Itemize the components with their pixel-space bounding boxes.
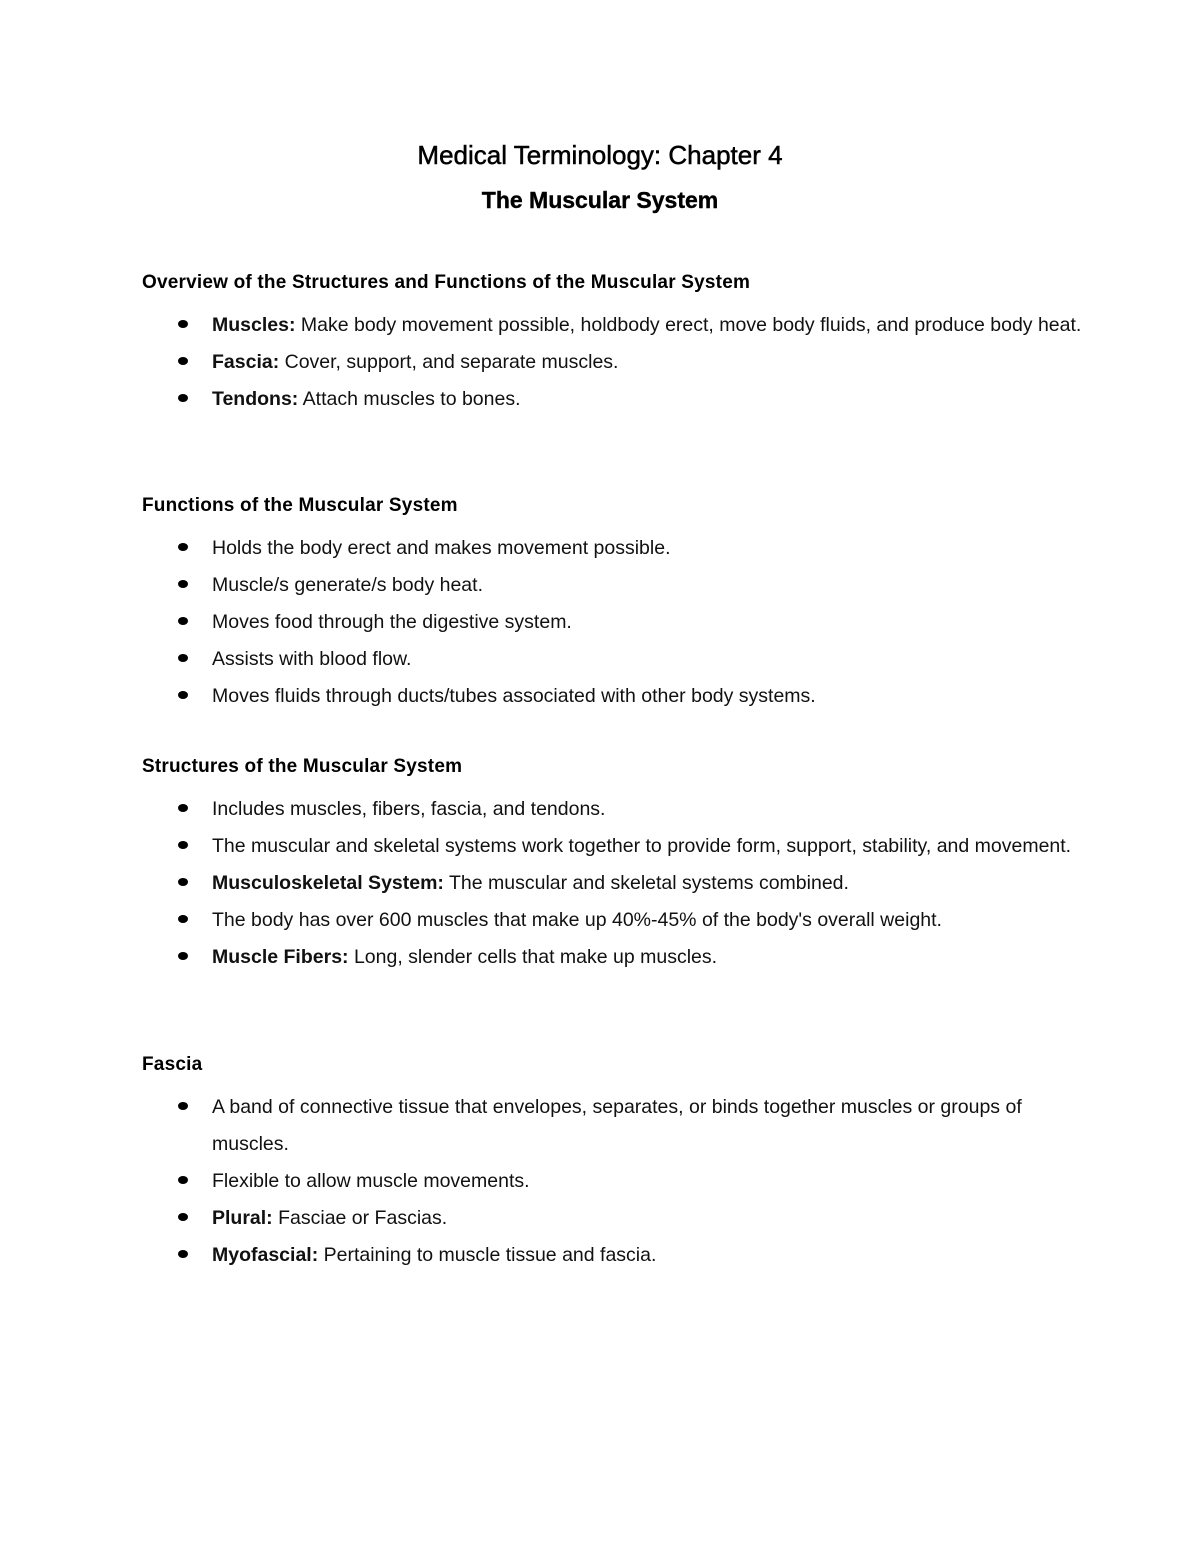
- bullet-icon: [178, 357, 188, 365]
- bullet-icon: [178, 617, 188, 625]
- section-heading: Functions of the Muscular System: [142, 495, 458, 516]
- list-item: [142, 381, 1082, 418]
- bullet-icon: [178, 580, 188, 588]
- term-label: Tendons:: [212, 388, 299, 410]
- term-label: Muscle Fibers:: [212, 946, 349, 968]
- bullet-list: [142, 307, 1082, 418]
- item-text: The body has over 600 muscles that make up 40%-45% of the body's overall weight.: [212, 909, 942, 931]
- bullet-icon: [178, 394, 188, 402]
- term-label: Plural:: [212, 1207, 273, 1229]
- section-heading: Overview of the Structures and Functions of the Muscular System: [142, 272, 751, 293]
- item-text: A band of connective tissue that envelopes, separates, or binds together muscles or groups of muscles.: [212, 1096, 1022, 1155]
- list-item: [142, 902, 1082, 939]
- bullet-icon: [178, 804, 188, 812]
- section-heading: Fascia: [142, 1054, 203, 1075]
- term-label: Musculoskeletal System:: [212, 872, 444, 894]
- bullet-icon: [178, 543, 188, 551]
- bullet-list: [142, 791, 1082, 976]
- list-item: [142, 1089, 1082, 1163]
- term-label: Myofascial:: [212, 1244, 319, 1266]
- term-label: Fascia:: [212, 351, 280, 373]
- bullet-icon: [178, 878, 188, 886]
- bullet-icon: [178, 1102, 188, 1110]
- term-label: Muscles:: [212, 314, 296, 336]
- bullet-icon: [178, 1250, 188, 1258]
- page-title: Medical Terminology: Chapter 4: [417, 140, 783, 170]
- section-overview: [142, 270, 1082, 418]
- item-text: Holds the body erect and makes movement possible.: [212, 537, 671, 559]
- list-item: [142, 530, 1082, 567]
- list-item: [142, 1163, 1082, 1200]
- bullet-icon: [178, 691, 188, 699]
- bullet-icon: [178, 654, 188, 662]
- item-text: Cover, support, and separate muscles.: [279, 351, 619, 373]
- list-item: [142, 828, 1082, 865]
- item-text: Attach muscles to bones.: [298, 388, 521, 410]
- item-text: Long, slender cells that make up muscles.: [348, 946, 718, 968]
- list-item: [142, 678, 1082, 715]
- bullet-icon: [178, 841, 188, 849]
- list-item: [142, 1237, 1082, 1274]
- item-text: The muscular and skeletal systems combined.: [443, 872, 849, 894]
- item-text: Moves food through the digestive system.: [212, 611, 572, 633]
- item-text: Moves fluids through ducts/tubes associated with other body systems.: [212, 685, 816, 707]
- bullet-list: [142, 1089, 1082, 1274]
- bullet-icon: [178, 915, 188, 923]
- list-item: [142, 344, 1082, 381]
- list-item: [142, 939, 1082, 976]
- section-functions: [142, 493, 1082, 715]
- item-text: Pertaining to muscle tissue and fascia.: [318, 1244, 657, 1266]
- bullet-icon: [178, 1176, 188, 1184]
- list-item: [142, 641, 1082, 678]
- item-text: Fasciae or Fascias.: [272, 1207, 448, 1229]
- item-text: Flexible to allow muscle movements.: [212, 1170, 530, 1192]
- page-subtitle: The Muscular System: [481, 187, 719, 213]
- item-text: Make body movement possible, holdbody erect, move body fluids, and produce body heat.: [295, 314, 1082, 336]
- bullet-icon: [178, 952, 188, 960]
- item-text: The muscular and skeletal systems work together to provide form, support, stability, and movement.: [212, 835, 1072, 857]
- list-item: [142, 604, 1082, 641]
- list-item: [142, 307, 1082, 344]
- item-text: Assists with blood flow.: [212, 648, 412, 670]
- list-item: [142, 1200, 1082, 1237]
- bullet-icon: [178, 320, 188, 328]
- item-text: Muscle/s generate/s body heat.: [212, 574, 483, 596]
- item-text: Includes muscles, fibers, fascia, and tendons.: [212, 798, 606, 820]
- list-item: [142, 567, 1082, 604]
- section-heading: Structures of the Muscular System: [142, 756, 463, 777]
- section-fascia: [142, 1052, 1082, 1274]
- list-item: [142, 865, 1082, 902]
- bullet-list: [142, 530, 1082, 715]
- section-structures: [142, 754, 1082, 976]
- bullet-icon: [178, 1213, 188, 1221]
- list-item: [142, 791, 1082, 828]
